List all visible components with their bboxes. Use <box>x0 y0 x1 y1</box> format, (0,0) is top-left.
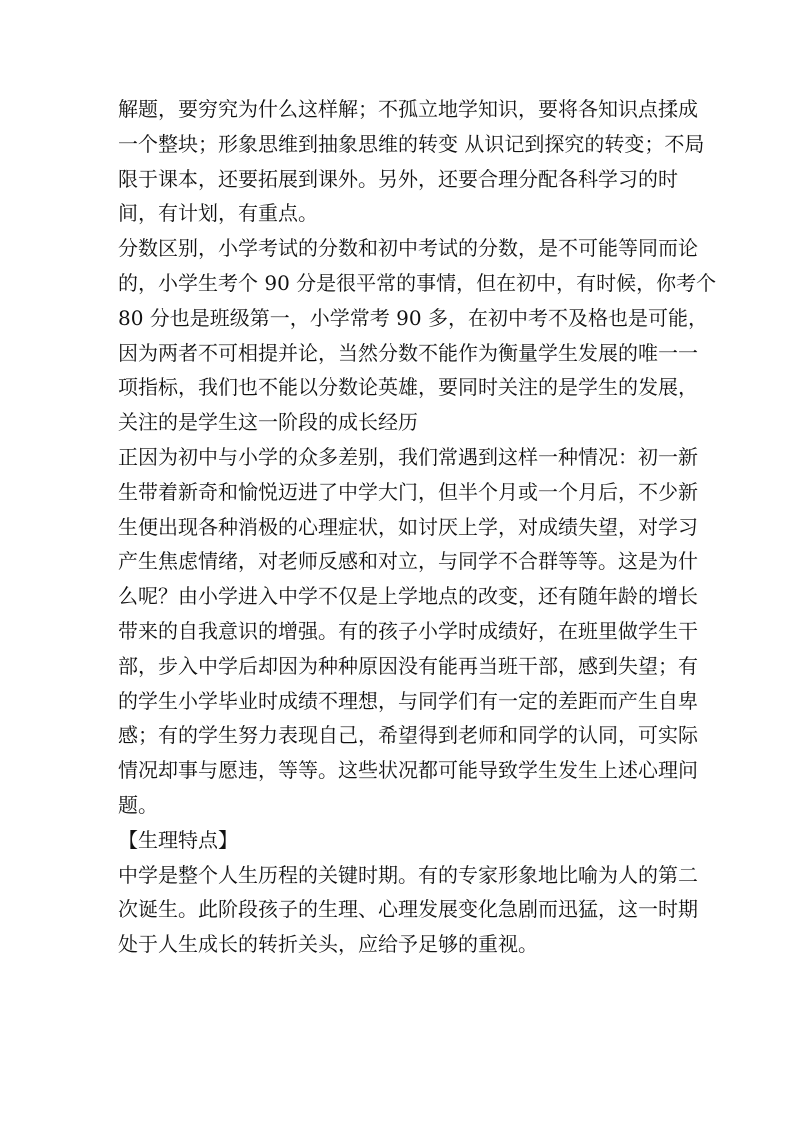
text-line: 一个整块；形象思维到抽象思维的转变 从识记到探究的转变；不局 <box>118 131 705 156</box>
paragraph-study-method <box>118 92 705 231</box>
text-line: 解题，要穷究为什么这样解；不孤立地学知识，要将各知识点揉成 <box>118 97 698 121</box>
paragraph-score-difference <box>118 231 717 440</box>
text-line: 关注的是学生这一阶段的成长经历 <box>118 410 418 435</box>
section-heading: 【生理特点】 <box>118 827 238 852</box>
section-heading-physiology <box>118 823 678 858</box>
text-line: 因为两者不可相提并论，当然分数不能作为衡量学生发展的唯一一 <box>118 340 698 365</box>
document-body <box>118 92 717 962</box>
text-line: 次诞生。此阶段孩子的生理、心理发展变化急剧而迅猛，这一时期 <box>118 897 698 922</box>
text-line: 间，有计划，有重点。 <box>118 201 318 226</box>
text-line: 处于人生成长的转折关头，应给予足够的重视。 <box>118 932 538 957</box>
text-line: 题。 <box>118 792 158 817</box>
paragraph-physiology <box>118 858 698 962</box>
text-line: 80 分也是班级第一，小学常考 90 多，在初中考不及格也是可能， <box>118 305 708 330</box>
text-line: 的学生小学毕业时成绩不理想，与同学们有一定的差距而产生自卑 <box>118 688 698 713</box>
text-line: 么呢？由小学进入中学不仅是上学地点的改变，还有随年龄的增长 <box>118 584 698 609</box>
text-line: 产生焦虑情绪，对老师反感和对立，与同学不合群等等。这是为什 <box>118 549 698 574</box>
text-line: 正因为初中与小学的众多差别，我们常遇到这样一种情况：初一新 <box>118 444 698 469</box>
text-line: 带来的自我意识的增强。有的孩子小学时成绩好，在班里做学生干 <box>118 618 698 643</box>
text-line: 部，步入中学后却因为种种原因没有能再当班干部，感到失望；有 <box>118 653 698 678</box>
text-line: 生便出现各种消极的心理症状，如讨厌上学，对成绩失望，对学习 <box>118 514 698 539</box>
text-line: 限于课本，还要拓展到课外。另外，还要合理分配各科学习的时 <box>118 166 678 191</box>
text-line: 情况却事与愿违，等等。这些状况都可能导致学生发生上述心理问 <box>118 758 698 783</box>
text-line: 的，小学生考个 90 分是很平常的事情，但在初中，有时候，你考个 <box>118 270 717 295</box>
text-line: 中学是整个人生历程的关键时期。有的专家形象地比喻为人的第二 <box>118 862 698 887</box>
text-line: 项指标，我们也不能以分数论英雄，要同时关注的是学生的发展， <box>118 375 698 400</box>
text-line: 感；有的学生努力表现自己，希望得到老师和同学的认同，可实际 <box>118 723 698 748</box>
text-line: 分数区别，小学考试的分数和初中考试的分数，是不可能等同而论 <box>118 236 698 261</box>
paragraph-psychology <box>118 440 698 823</box>
text-line: 生带着新奇和愉悦迈进了中学大门，但半个月或一个月后，不少新 <box>118 479 698 504</box>
